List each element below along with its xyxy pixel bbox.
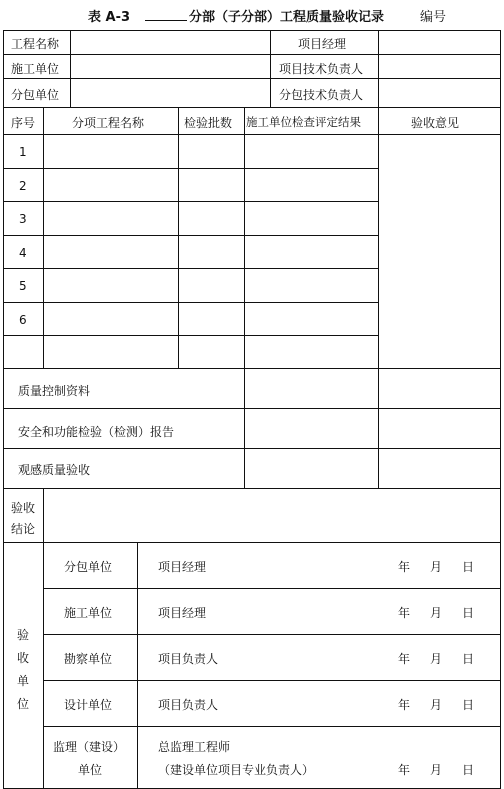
grid-line (178, 107, 179, 368)
conclusion-label-2: 结论 (11, 522, 36, 536)
grid-line (3, 201, 378, 202)
row-seq-6: 6 (19, 312, 27, 327)
row-sub-item-field[interactable] (44, 269, 178, 302)
row-seq-4: 4 (19, 245, 27, 260)
acceptance-opinion-field[interactable] (379, 135, 500, 368)
party-date-label: 年 月 日 (398, 652, 479, 666)
grid-line (270, 30, 271, 107)
party-date-label: 年 月 日 (398, 763, 479, 777)
col-opinion-header: 验收意见 (411, 116, 460, 130)
party-date-label: 年 月 日 (398, 560, 479, 574)
row-sub-item-field[interactable] (44, 135, 178, 168)
row-sub-item-field[interactable] (44, 336, 178, 369)
subcontractor-field[interactable] (71, 79, 270, 107)
row-batch-field[interactable] (179, 336, 244, 369)
row-batch-field[interactable] (179, 169, 244, 202)
row-seq-3: 3 (19, 212, 27, 226)
row-result-field[interactable] (245, 135, 378, 168)
blank-line (145, 20, 187, 21)
row-sub-item-field[interactable] (44, 236, 178, 269)
project-name-field[interactable] (71, 31, 270, 54)
form-title: 分部（子分部）工程质量验收记录 (189, 10, 385, 25)
row-sub-item-field[interactable] (44, 202, 178, 235)
row-sub-item-field[interactable] (44, 303, 178, 336)
acceptance-units-label-1: 验 (17, 628, 30, 642)
grid-line (500, 30, 501, 789)
party-role-label: （建设单位项目专业负责人） (158, 763, 315, 777)
col-sub-item-header: 分项工程名称 (72, 116, 145, 130)
acceptance-form (0, 30, 504, 789)
grid-line (3, 168, 378, 169)
conclusion-field[interactable] (44, 489, 500, 542)
grid-line (3, 235, 378, 236)
grid-line (3, 107, 501, 108)
party-signature-field[interactable] (138, 681, 500, 726)
party-unit-label: 单位 (78, 763, 103, 777)
row-seq-2: 2 (19, 178, 27, 193)
safety-reports-opinion[interactable] (379, 409, 500, 448)
acceptance-units-label-2: 收 (17, 651, 30, 665)
acceptance-units-label-3: 单 (17, 674, 30, 688)
party-unit-label: 监理（建设） (53, 740, 126, 754)
row-result-field[interactable] (245, 303, 378, 336)
quality-docs-opinion[interactable] (379, 369, 500, 408)
sub-technical-lead-label: 分包技术负责人 (279, 88, 364, 102)
party-role-label: 项目负责人 (158, 652, 219, 666)
quality-docs-result[interactable] (245, 369, 378, 408)
contractor-field[interactable] (71, 55, 270, 78)
row-seq-5: 5 (19, 279, 27, 293)
sub-technical-lead-field[interactable] (379, 79, 500, 107)
appearance-opinion[interactable] (379, 449, 500, 488)
safety-reports-result[interactable] (245, 409, 378, 448)
col-batch-header: 检验批数 (184, 116, 233, 130)
project-manager-field[interactable] (379, 31, 500, 54)
row-result-field[interactable] (245, 269, 378, 302)
row-batch-field[interactable] (179, 303, 244, 336)
safety-reports-label: 安全和功能检验（检测）报告 (18, 425, 175, 439)
project-name-label: 工程名称 (11, 37, 60, 51)
grid-line (3, 268, 378, 269)
party-role-label: 总监理工程师 (158, 740, 231, 754)
table-number: 表 A-3 (88, 10, 131, 25)
grid-line (3, 302, 378, 303)
party-unit-label: 勘察单位 (64, 652, 113, 666)
conclusion-label-1: 验收 (11, 501, 36, 515)
party-signature-field[interactable] (138, 543, 500, 588)
party-role-label: 项目负责人 (158, 698, 219, 712)
quality-docs-label: 质量控制资料 (18, 384, 91, 398)
party-unit-label: 设计单位 (64, 698, 113, 712)
grid-line (3, 335, 378, 336)
row-result-field[interactable] (245, 202, 378, 235)
subcontractor-label: 分包单位 (11, 88, 60, 102)
party-unit-label: 分包单位 (64, 560, 113, 574)
party-role-label: 项目经理 (158, 606, 207, 620)
col-result-header: 施工单位检查评定结果 (246, 115, 361, 129)
row-result-field[interactable] (245, 336, 378, 369)
row-sub-item-field[interactable] (44, 169, 178, 202)
party-date-label: 年 月 日 (398, 698, 479, 712)
number-label: 编号 (420, 10, 447, 25)
row-batch-field[interactable] (179, 135, 244, 168)
grid-line (43, 107, 44, 368)
row-result-field[interactable] (245, 236, 378, 269)
party-role-label: 项目经理 (158, 560, 207, 574)
page-title (0, 0, 504, 30)
party-signature-field[interactable] (138, 635, 500, 680)
project-manager-label: 项目经理 (298, 37, 347, 51)
technical-lead-field[interactable] (379, 55, 500, 78)
appearance-result[interactable] (245, 449, 378, 488)
row-seq-1: 1 (19, 145, 27, 159)
grid-line (3, 30, 4, 789)
party-signature-field[interactable] (138, 589, 500, 634)
col-seq-header: 序号 (11, 116, 36, 130)
party-unit-label: 施工单位 (64, 606, 113, 620)
acceptance-units-label-4: 位 (17, 697, 30, 711)
row-result-field[interactable] (245, 169, 378, 202)
row-batch-field[interactable] (179, 202, 244, 235)
party-date-label: 年 月 日 (398, 606, 479, 620)
row-batch-field[interactable] (179, 269, 244, 302)
contractor-label: 施工单位 (11, 62, 60, 76)
row-batch-field[interactable] (179, 236, 244, 269)
technical-lead-label: 项目技术负责人 (279, 62, 364, 76)
appearance-label: 观感质量验收 (18, 463, 91, 477)
party-signature-field[interactable] (138, 727, 500, 788)
